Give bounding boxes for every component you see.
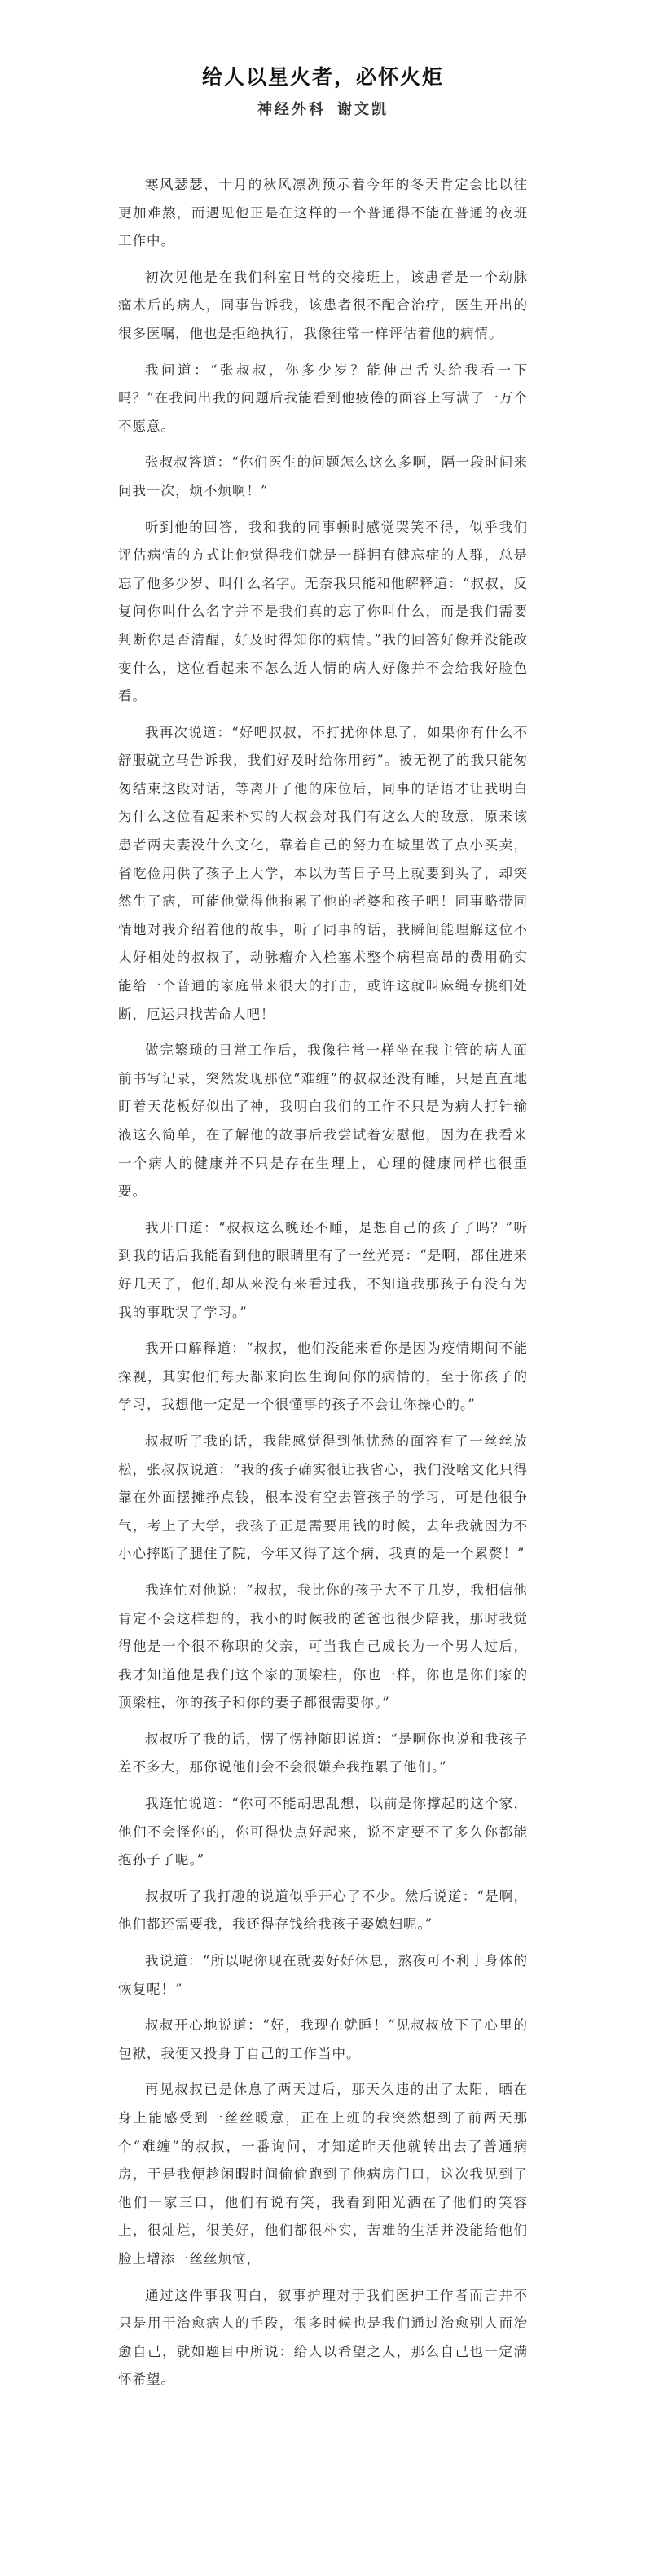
- department-name: 神经外科: [257, 101, 326, 118]
- paragraph: 通过这件事我明白，叙事护理对于我们医护工作者而言并不只是用于治愈病人的手段，很多时候也是我们通过治愈别人而治愈自己，就如题目中所说：给人以希望之人，那么自己也一定满怀希望。: [118, 2287, 528, 2388]
- paragraph: 初次见他是在我们科室日常的交接班上，该患者是一个动脉瘤术后的病人，同事告诉我，该患者很不配合治疗，医生开出的很多医嘱，他也是拒绝执行，我像往常一样评估着他的病情。: [118, 269, 528, 341]
- paragraph: 张叔叔答道：“你们医生的问题怎么这么多啊，隔一段时间来问我一次，烦不烦啊！”: [118, 454, 528, 498]
- article-body: [118, 171, 528, 2394]
- paragraph: 做完繁琐的日常工作后，我像往常一样坐在我主管的病人面前书写记录，突然发现那位“难缠”的叔叔还没有睡，只是直直地盯着天花板好似出了神，我明白我们的工作不只是为病人打针输液这么简单，在了解他的故事后我尝试着安慰他，因为在我看来一个病人的健康并不只是存在生理上，心理的健康同样也很重要。: [118, 1042, 528, 1200]
- paragraph: 我说道：“所以呢你现在就要好好休息，熬夜可不利于身体的恢复呢！”: [118, 1953, 528, 1997]
- paragraph: 我开口道：“叔叔这么晚还不睡，是想自己的孩子了吗？”听到我的话后我能看到他的眼睛里有了一丝光亮：“是啊，都住进来好几天了，他们却从来没有来看过我，不知道我那孩子有没有为我的事耽误了学习。”: [118, 1219, 528, 1320]
- paragraph: 叔叔开心地说道：“好，我现在就睡！”见叔叔放下了心里的包袱，我便又投身于自己的工作当中。: [118, 2017, 528, 2061]
- paragraph: 我再次说道：“好吧叔叔，不打扰你休息了，如果你有什么不舒服就立马告诉我，我们好及时给你用药”。被无视了的我只能匆匆结束这段对话，等离开了他的床位后，同事的话语才让我明白为什么这位看起来朴实的大叔会对我们有这么大的敌意，原来该患者两夫妻没什么文化，靠着自己的努力在城里做了点小买卖，省吃俭用供了孩子上大学，本以为苦日子马上就要到头了，却突然生了病，可能他觉得他拖累了他的老婆和孩子吧！同事略带同情地对我介绍着他的故事，听了同事的话，我瞬间能理解这位不太好相处的叔叔了，动脉瘤介入栓塞术整个病程高昂的费用确实能给一个普通的家庭带来很大的打击，或许这就叫麻绳专挑细处断，厄运只找苦命人吧！: [118, 724, 528, 1022]
- paragraph: 叔叔听了我的话，愣了愣神随即说道：“是啊你也说和我孩子差不多大，那你说他们会不会很嫌弃我拖累了他们。”: [118, 1731, 528, 1775]
- paragraph: 叔叔听了我打趣的说道似乎开心了不少。然后说道：“是啊，他们都还需要我，我还得存钱给我孩子娶媳妇呢。”: [118, 1888, 528, 1933]
- paragraph: 再见叔叔已是休息了两天过后，那天久违的出了太阳，晒在身上能感受到一丝丝暖意，正在上班的我突然想到了前两天那个“难缠”的叔叔，一番询问，才知道昨天他就转出去了普通病房，于是我便趁闲暇时间偷偷跑到了他病房门口，这次我见到了他们一家三口，他们有说有笑，我看到阳光洒在了他们的笑容上，很灿烂，很美好，他们都很朴实，苦难的生活并没能给他们脸上增添一丝丝烦恼，: [118, 2082, 528, 2267]
- paragraph: 我问道：“张叔叔，你多少岁？能伸出舌头给我看一下吗？”在我问出我的问题后我能看到他疲倦的面容上写满了一万个不愿意。: [118, 362, 528, 434]
- article-title: 给人以星火者，必怀火炬: [201, 65, 444, 89]
- paragraph: 听到他的回答，我和我的同事顿时感觉哭笑不得，似乎我们评估病情的方式让他觉得我们就是一群拥有健忘症的人群，总是忘了他多少岁、叫什么名字。无奈我只能和他解释道：“叔叔，反复问你叫什么名字并不是我们真的忘了你叫什么，而是我们需要判断你是否清醒，好及时得知你的病情。”我的回答好像并没能改变什么，这位看起来不怎么近人情的病人好像并不会给我好脸色看。: [118, 519, 528, 704]
- paragraph: 我连忙说道：“你可不能胡思乱想，以前是你撑起的这个家，他们不会怪你的，你可得快点好起来，说不定要不了多久你都能抱孙子了呢。”: [118, 1796, 528, 1868]
- paragraph: 我连忙对他说：“叔叔，我比你的孩子大不了几岁，我相信他肯定不会这样想的，我小的时候我的爸爸也很少陪我，那时我觉得他是一个很不称职的父亲，可当我自己成长为一个男人过后，我才知道他是我们这个家的顶梁柱，你也一样，你也是你们家的顶梁柱，你的孩子和你的妻子都很需要你。”: [118, 1582, 528, 1711]
- author-name: 谢文凯: [337, 101, 389, 118]
- paragraph: 叔叔听了我的话，我能感觉得到他忧愁的面容有了一丝丝放松，张叔叔说道：“我的孩子确实很让我省心，我们没啥文化只得靠在外面摆摊挣点钱，根本没有空去管孩子的学习，可是他很争气，考上了大学，我孩子正是需要用钱的时候，去年我就因为不小心摔断了腿住了院，今年又得了这个病，我真的是一个累赘！”: [118, 1433, 528, 1562]
- paragraph: 寒风瑟瑟，十月的秋风凛冽预示着今年的冬天肯定会比以往更加难熬，而遇见他正是在这样的一个普通得不能在普通的夜班工作中。: [118, 177, 528, 249]
- author-byline: [118, 99, 528, 121]
- paragraph: 我开口解释道：“叔叔，他们没能来看你是因为疫情期间不能探视，其实他们每天都来向医生询问你的病情的，至于你孩子的学习，我想他一定是一个很懂事的孩子不会让你操心的。”: [118, 1341, 528, 1413]
